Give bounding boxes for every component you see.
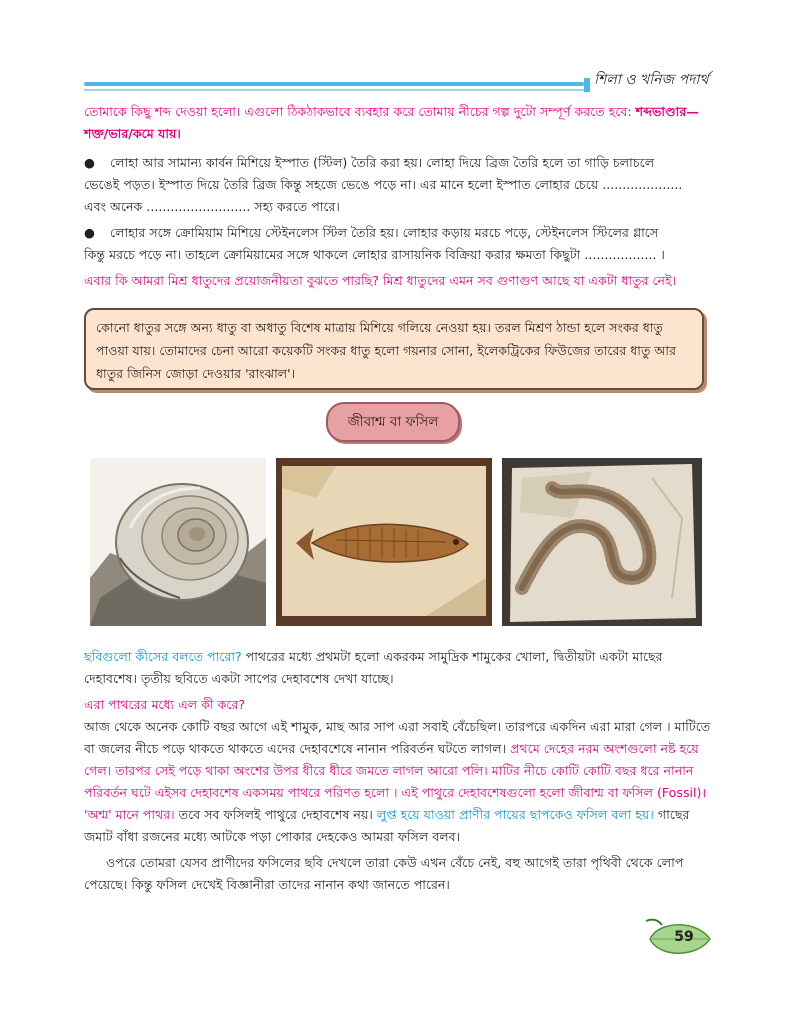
caption-question: ছবিগুলো কীসের বলতে পারো? — [84, 649, 242, 664]
header-rule-end — [584, 78, 590, 92]
fossil-body-paragraph — [84, 716, 712, 848]
header-rule-thin — [84, 89, 584, 91]
question-alloy: এবার কি আমরা মিশ্র ধাতুদের প্রয়োজনীয়তা বুঝতে পারছি? মিশ্র ধাতুদের এমন সব গুণাগুণ আছে যা একটা ধাতুর নেই। — [84, 273, 677, 288]
caption-answer: পাথরের মধ্যে প্রথমটা হলো একরকম সামুদ্রিক শামুকের খোলা, দ্বিতীয়টা একটা মাছের — [241, 649, 663, 664]
alloy-info-box — [84, 308, 704, 390]
body-line: পেয়েছে। কিন্তু ফসিল দেখেই বিজ্ঞানীরা তাদের নানান কথা জানতে পারেন। — [84, 877, 450, 892]
body-line-blue: লুপ্ত হয়ে যাওয়া প্রাণীর পায়ের ছাপকেও ফসিল বলা হয়। — [376, 807, 654, 822]
body-line: জমাট বাঁধা রজনের মধ্যে আটকে পড়া পোকার দেহকেও আমরা ফসিল বলব। — [84, 829, 461, 844]
word-bank: শব্দভাণ্ডার—শক্ত/ভার/কমে যায়। — [84, 104, 699, 141]
question-how-in-stone: এরা পাথরের মধ্যে এল কী করে? — [84, 697, 246, 712]
body-line-highlight: প্রথমে দেহের নরম অংশগুলো নষ্ট হয়ে — [510, 741, 699, 756]
info-line: কোনো ধাতুর সঙ্গে অন্য ধাতু বা অধাতু বিশেষ মাত্রায় মিশিয়ে গলিয়ে নেওয়া হয়। তরল মিশ্রণ ঠান্ডা হলে সংকর ধাতু — [96, 320, 663, 335]
caption-answer-cont: দেহাবশেষ। তৃতীয় ছবিতে একটা সাপের দেহাবশেষ দেখা যাচ্ছে। — [84, 671, 394, 686]
chapter-title: শিলা ও খনিজ পদার্থ — [594, 72, 709, 88]
bullet-line: ভেঙেই পড়ত। ইস্পাত দিয়ে তৈরি ব্রিজ কিন্তু সহজে ভেঙে পড়ে না। এর মানে হলো ইস্পাত লোহার চেয়ে .................... — [84, 177, 683, 192]
bullet-line: লোহা আর সামান্য কার্বন মিশিয়ে ইস্পাত (স্টিল) তৈরি করা হয়। লোহা দিয়ে ব্রিজ তৈরি হলে তা গাড়ি চলাচলে — [110, 155, 655, 170]
info-line: পাওয়া যায়। তোমাদের চেনা আরো কয়েকটি সংকর ধাতু হলো গয়নার সোনা, ইলেকট্রিকের ফিউজের তারের ধাতু আর — [96, 343, 677, 358]
info-line: ধাতুর জিনিস জোড়া দেওয়ার 'রাংঝাল'। — [96, 366, 296, 381]
body-line: তবে সব ফসিলই পাথুরে দেহাবশেষ নয়। — [174, 807, 377, 822]
body-line: ওপরে তোমরা যেসব প্রাণীদের ফসিলের ছবি দেখলে তারা কেউ এখন বেঁচে নেই, বহু আগেই তারা পৃথিবী থেকে লোপ — [106, 855, 684, 870]
page-number: 59 — [674, 929, 694, 945]
page-number-leaf — [638, 915, 714, 963]
body-line: গাছের — [653, 807, 690, 822]
fossil-caption — [84, 646, 712, 690]
body-line-highlight: 'অশ্ম' মানে পাথর। — [84, 807, 175, 822]
intro-text: তোমাকে কিছু শব্দ দেওয়া হলো। এগুলো ঠিকঠাকভাবে ব্যবহার করে তোমায় নীচের গল্প দুটো সম্পূর্ণ করতে হবে: — [84, 104, 636, 119]
body-line-highlight: পরিবর্তন ঘটে এইসব দেহাবশেষ একসময় পাথরে পরিণত হলো । এই পাথুরে দেহাবশেষগুলো হলো জীবাশ্ম বা ফসিল (Fossil)। — [84, 785, 707, 800]
bullet-line: লোহার সঙ্গে ক্রোমিয়াম মিশিয়ে স্টেইনলেস স্টিল তৈরি হয়। লোহার কড়ায় মরচে পড়ে, স্টেইনলেস স্টিলের গ্লাসে — [110, 225, 659, 240]
bullet-icon: ● — [84, 225, 95, 240]
bullet-item-stainless — [84, 222, 712, 266]
bullet-line: কিন্তু মরচে পড়ে না। তাহলে ক্রোমিয়ামের সঙ্গে থাকলে লোহার রাসায়নিক বিক্রিয়া করার ক্ষমতা কিছুটা .................. । — [84, 247, 665, 262]
body-line: আজ থেকে অনেক কোটি বছর আগে এই শামুক, মাছ আর সাপ এরা সবাই বেঁচেছিল। তারপরে একদিন এরা মারা গেল । মাটিতে — [84, 719, 711, 734]
fossil-body-paragraph-2 — [84, 852, 712, 896]
fish-fossil-image — [276, 458, 492, 626]
bullet-icon: ● — [84, 155, 95, 170]
bullet-item-steel — [84, 152, 712, 218]
header-rule — [84, 82, 584, 86]
body-line: বা জলের নীচে পড়ে থাকতে থাকতে এদের দেহাবশেষে নানান পরিবর্তন ঘটতে লাগল। — [84, 741, 511, 756]
intro-paragraph — [84, 101, 712, 145]
bullet-line: এবং অনেক .......................... সহ্য করতে পারে। — [84, 199, 340, 214]
ammonite-fossil-image — [90, 458, 266, 626]
body-line-highlight: গেল। তারপর সেই পড়ে থাকা অংশের উপর ধীরে ধীরে জমতে লাগল আরো পলি। মাটির নীচে কোটি কোটি বছর ধরে নানান — [84, 763, 694, 778]
snake-fossil-image — [502, 458, 702, 626]
section-heading-fossil: জীবাশ্ম বা ফসিল — [326, 402, 460, 442]
